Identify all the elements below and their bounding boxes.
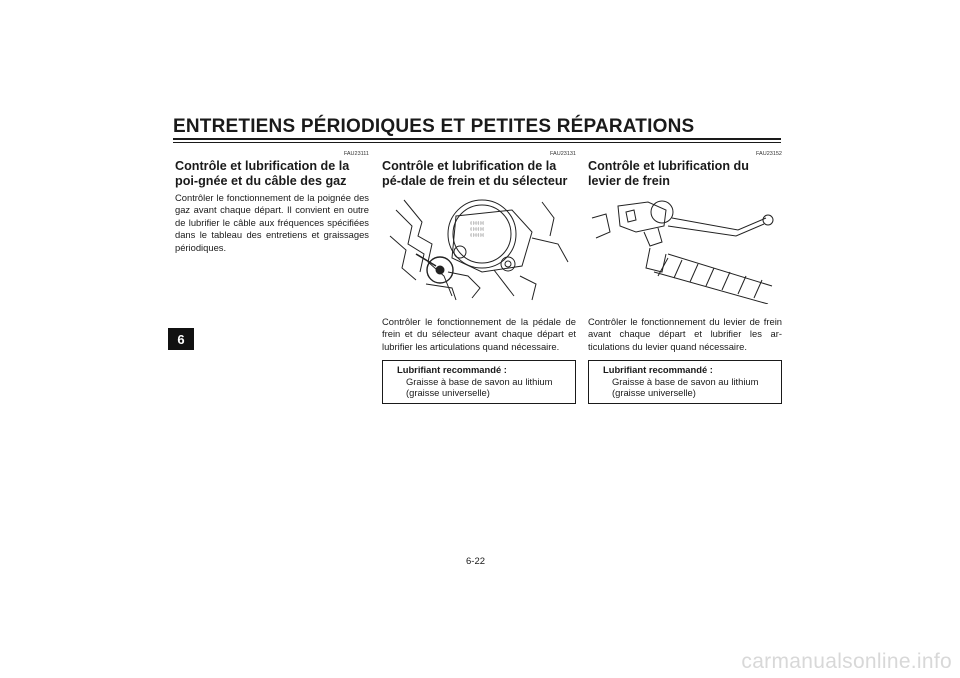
section-brake-lever [588,150,782,404]
header-rule-thin [173,142,781,143]
brake-lever-illustration [588,192,782,304]
engine-shift-pedal-illustration [382,192,576,304]
page-number: 6-22 [466,556,486,567]
chapter-tab: 6 [168,328,194,350]
engine-illustration-svg [382,192,576,304]
lubricant-value: Graisse à base de savon au lithium (graisse universelle) [406,375,553,399]
lubricant-box [588,360,782,404]
section-title: Contrôle et lubrification de la poi-gnée et du câble des gaz [175,159,350,188]
brake-lever-svg [588,192,782,304]
section-throttle [175,150,369,254]
section-body: Contrôler le fonctionnement de la poignée des gaz avant chaque départ. Il convient en outre de lubrifier le câble aux fréquences spécifiées dans le tableau des entretiens et graissages périodiques. [175,192,369,253]
page-title: ENTRETIENS PÉRIODIQUES ET PETITES RÉPARATIONS [173,116,695,137]
section-body: Contrôler le fonctionnement du levier de frein avant chaque départ et lubrifier les ar-ticulations du levier quand nécessaire. [588,316,782,352]
section-title: Contrôle et lubrification de la pé-dale de frein et du sélecteur [382,159,568,188]
svg-text:▯▯▯▯▯▯: ▯▯▯▯▯▯ [470,226,485,231]
header-rule [173,138,781,140]
lubricant-box [382,360,576,404]
section-code: FAU23152 [756,151,782,157]
section-body: Contrôler le fonctionnement de la pédale de frein et du sélecteur avant chaque départ et lubrifier les articulations quand nécessaire. [382,316,576,352]
svg-text:▯▯▯▯▯▯: ▯▯▯▯▯▯ [470,220,485,225]
lubricant-value: Graisse à base de savon au lithium (graisse universelle) [612,375,759,399]
svg-text:▯▯▯▯▯▯: ▯▯▯▯▯▯ [470,232,485,237]
section-code: FAU23131 [550,151,576,157]
section-code: FAU23111 [343,151,369,157]
watermark: carmanualsonline.info [741,650,952,673]
lubricant-label: Lubrifiant recommandé : [397,364,507,376]
section-brake-pedal-shift [382,150,576,404]
section-title: Contrôle et lubrification du levier de frein [588,159,749,188]
lubricant-label: Lubrifiant recommandé : [603,364,713,376]
